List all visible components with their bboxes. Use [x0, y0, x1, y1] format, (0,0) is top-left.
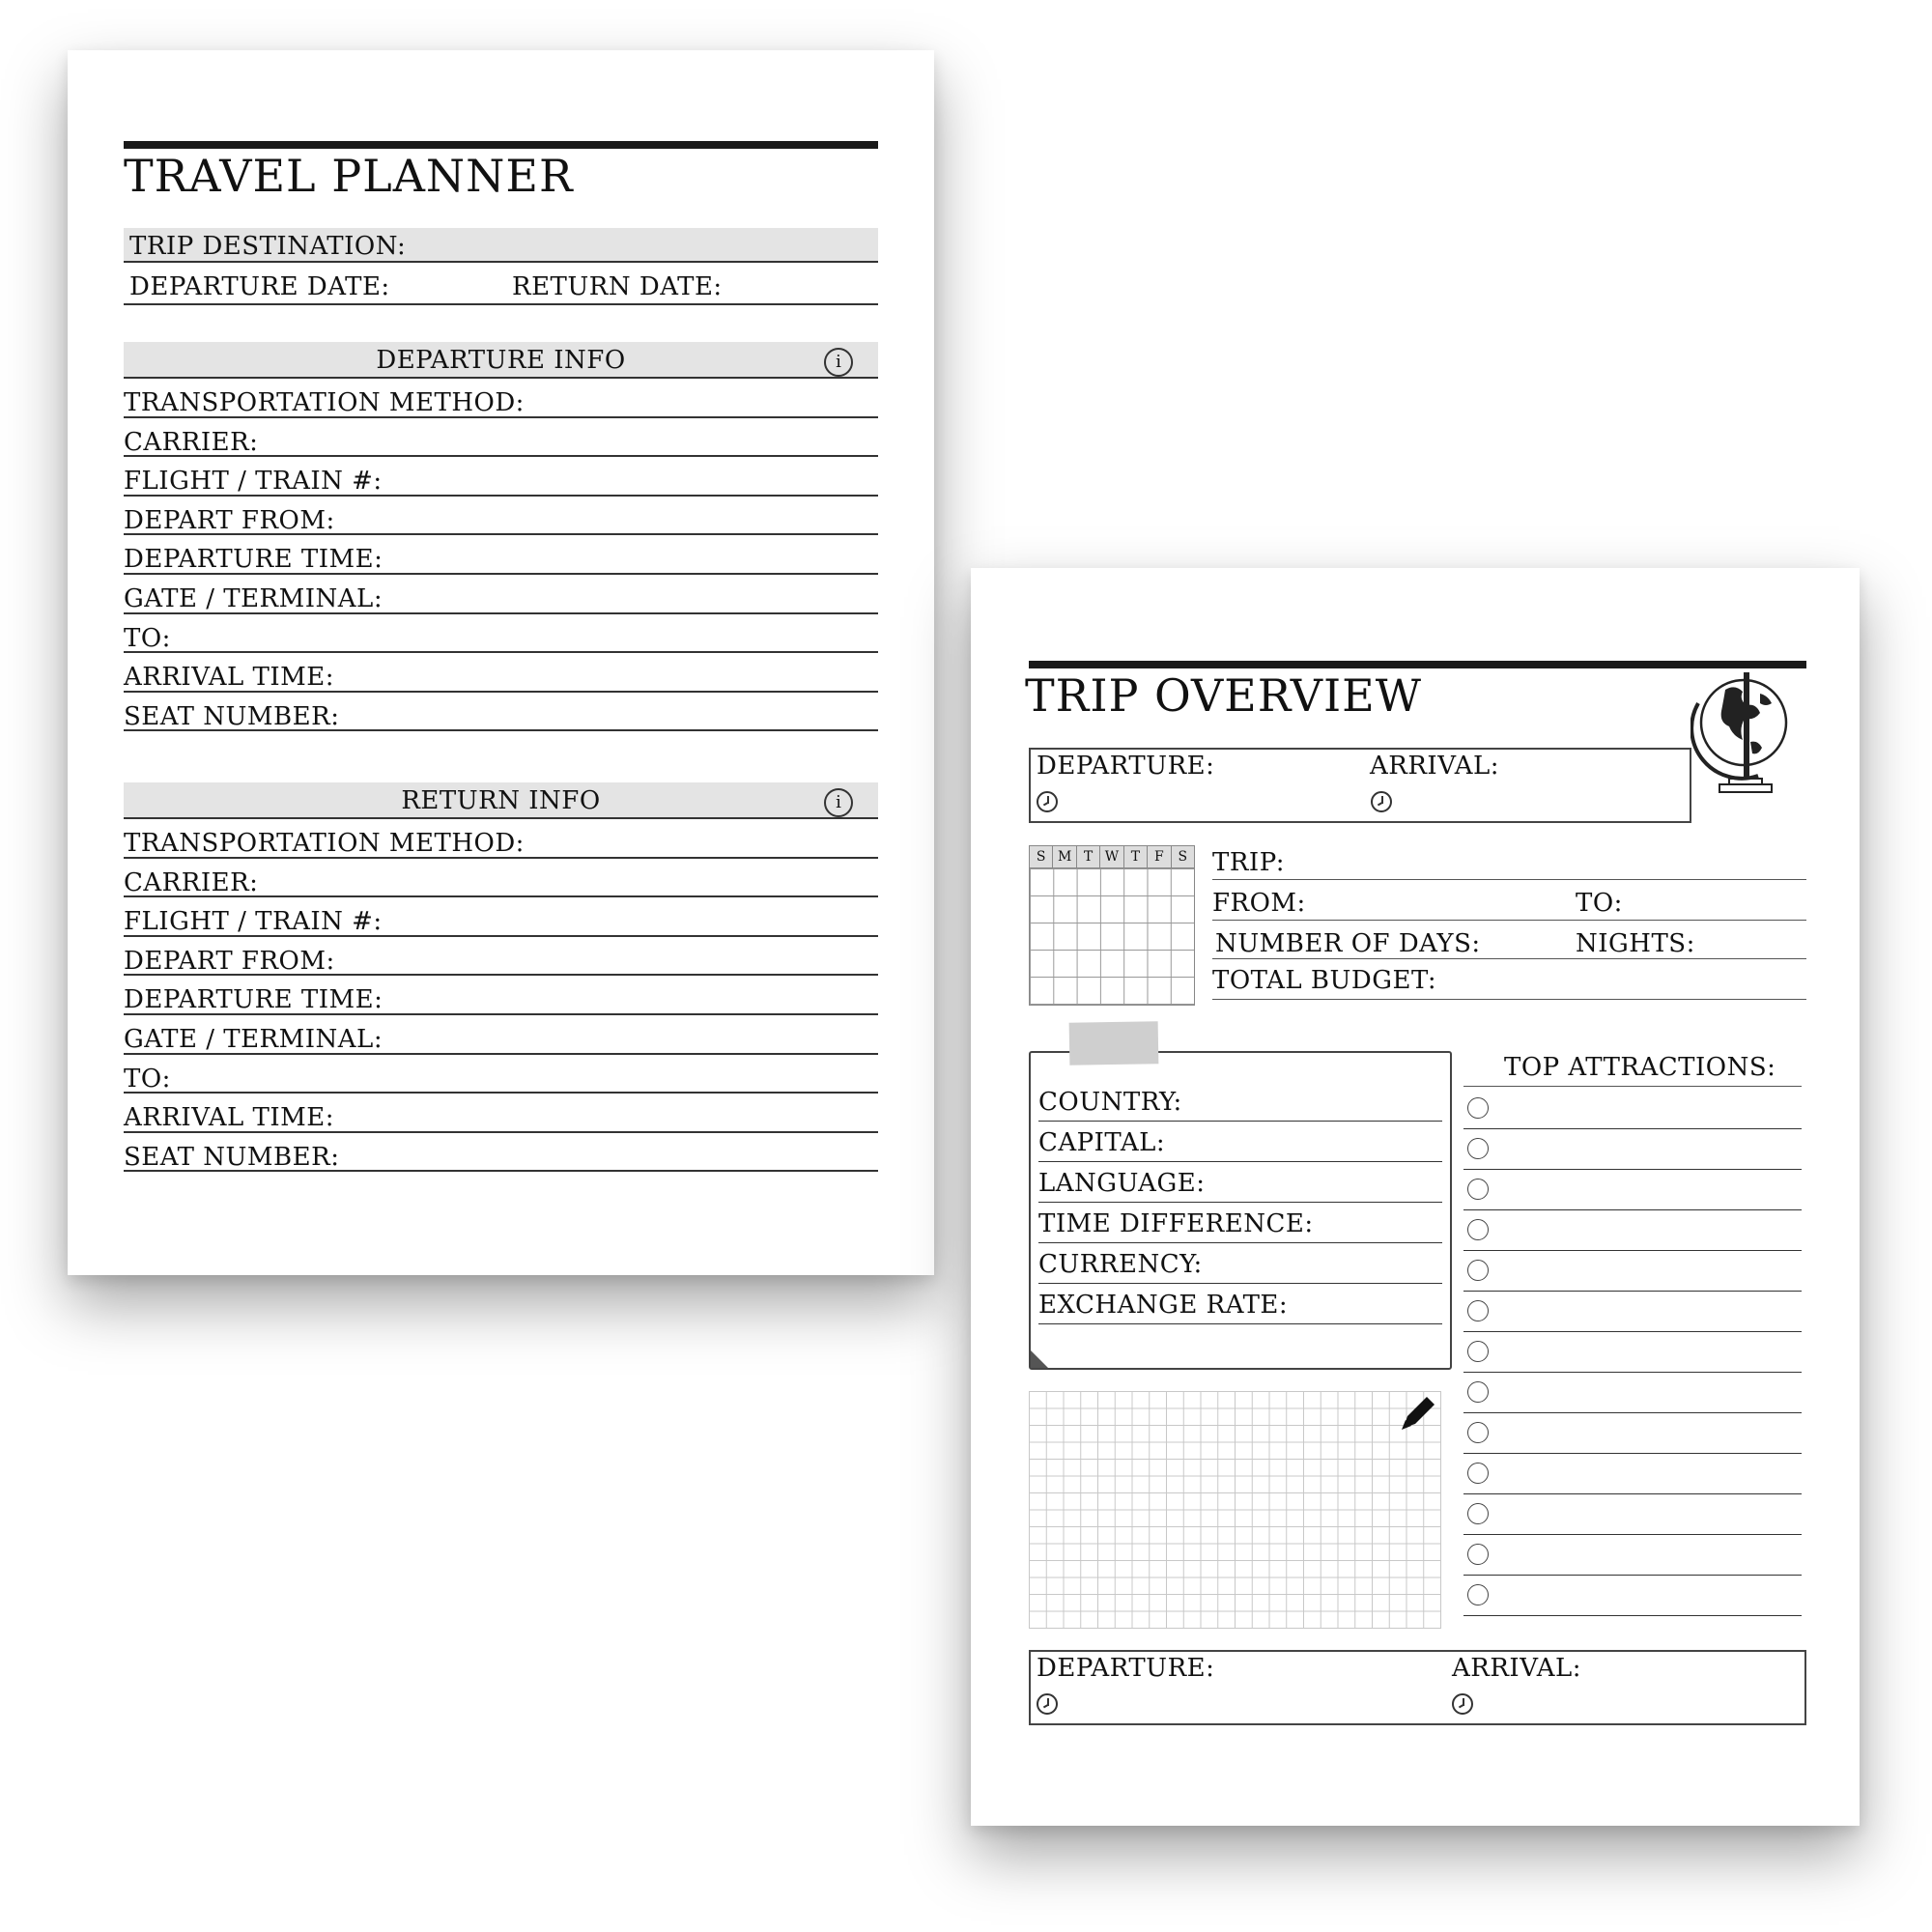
field-row: [124, 859, 878, 898]
departure-label: DEPARTURE:: [1037, 752, 1215, 781]
weekday-label: W: [1100, 846, 1123, 867]
note-row: [1038, 1080, 1442, 1122]
field-row: [124, 457, 878, 497]
checkbox-circle-icon[interactable]: [1467, 1584, 1489, 1605]
tape-decoration: [1069, 1021, 1159, 1065]
field-label: DEPART FROM:: [124, 505, 335, 535]
title-bar: [124, 141, 878, 149]
field-row: [124, 1133, 878, 1173]
note-row: [1038, 1121, 1442, 1162]
attraction-row[interactable]: [1463, 1169, 1802, 1210]
clock-icon: [1037, 1693, 1058, 1715]
departure-info-rows: [124, 379, 878, 731]
field-label: SEAT NUMBER:: [124, 1142, 340, 1172]
field-label: TRANSPORTATION METHOD:: [124, 388, 525, 417]
field-label: SEAT NUMBER:: [124, 701, 340, 731]
from-label: FROM:: [1212, 889, 1306, 918]
return-info-rows: [124, 819, 878, 1172]
field-label: DEPARTURE TIME:: [124, 985, 384, 1015]
field-row: [124, 693, 878, 732]
note-row: [1038, 1242, 1442, 1284]
field-row: [124, 418, 878, 458]
attraction-row[interactable]: [1463, 1453, 1802, 1494]
checkbox-circle-icon[interactable]: [1467, 1097, 1489, 1119]
country-label: COUNTRY:: [1038, 1088, 1182, 1117]
field-label: FLIGHT / TRAIN #:: [124, 907, 383, 937]
field-row: [124, 614, 878, 654]
departure-info-title: DEPARTURE INFO: [376, 346, 626, 375]
weekday-label: M: [1053, 846, 1076, 867]
pen-icon: [1398, 1391, 1440, 1434]
field-row: [124, 497, 878, 536]
field-row: [124, 1015, 878, 1055]
info-icon: i: [824, 348, 853, 377]
field-row: [124, 535, 878, 575]
attraction-row[interactable]: [1463, 1291, 1802, 1332]
divider: [1463, 1086, 1802, 1087]
attraction-row[interactable]: [1463, 1088, 1802, 1129]
attraction-row[interactable]: [1463, 1209, 1802, 1251]
checkbox-circle-icon[interactable]: [1467, 1138, 1489, 1159]
field-label: TO:: [124, 1064, 171, 1094]
field-row: [124, 1055, 878, 1094]
to-label: TO:: [1576, 889, 1623, 918]
divider: [1212, 999, 1806, 1000]
page-title: TRAVEL PLANNER: [124, 150, 574, 202]
field-row: [124, 1094, 878, 1133]
total-budget-label: TOTAL BUDGET:: [1212, 966, 1437, 995]
field-row: [124, 897, 878, 937]
weekday-label: S: [1030, 846, 1053, 867]
checkbox-circle-icon[interactable]: [1467, 1341, 1489, 1362]
weekday-label: T: [1077, 846, 1100, 867]
calendar-weekday-header: [1030, 846, 1194, 868]
weekday-label: F: [1148, 846, 1171, 867]
travel-planner-page: [68, 50, 934, 1275]
field-label: CARRIER:: [124, 867, 259, 897]
top-attractions-heading: TOP ATTRACTIONS:: [1504, 1053, 1776, 1082]
return-info-title: RETURN INFO: [401, 786, 601, 815]
capital-label: CAPITAL:: [1038, 1128, 1166, 1157]
attraction-row[interactable]: [1463, 1493, 1802, 1535]
field-label: TRANSPORTATION METHOD:: [124, 829, 525, 858]
clock-icon: [1037, 791, 1058, 812]
checkbox-circle-icon[interactable]: [1467, 1503, 1489, 1524]
time-difference-label: TIME DIFFERENCE:: [1038, 1209, 1314, 1238]
field-row: [124, 575, 878, 614]
exchange-rate-label: EXCHANGE RATE:: [1038, 1291, 1289, 1320]
divider: [124, 303, 878, 305]
field-label: GATE / TERMINAL:: [124, 583, 384, 613]
currency-label: CURRENCY:: [1038, 1250, 1203, 1279]
field-label: CARRIER:: [124, 427, 259, 457]
checkbox-circle-icon[interactable]: [1467, 1300, 1489, 1321]
field-row: [124, 379, 878, 418]
language-label: LANGUAGE:: [1038, 1169, 1206, 1198]
trip-label: TRIP:: [1212, 848, 1286, 877]
return-date-label: RETURN DATE:: [512, 272, 723, 301]
divider: [124, 261, 878, 263]
departure-label: DEPARTURE:: [1037, 1654, 1215, 1683]
attraction-row[interactable]: [1463, 1412, 1802, 1454]
trip-destination-label: TRIP DESTINATION:: [129, 232, 407, 261]
field-row: [124, 976, 878, 1015]
field-label: FLIGHT / TRAIN #:: [124, 467, 383, 497]
arrival-label: ARRIVAL:: [1370, 752, 1500, 781]
clock-icon: [1452, 1693, 1473, 1715]
weekday-label: S: [1178, 849, 1188, 865]
weekday-label: T: [1124, 846, 1148, 867]
checkbox-circle-icon[interactable]: [1467, 1544, 1489, 1565]
divider: [1212, 958, 1806, 959]
calendar-grid: [1030, 868, 1194, 1005]
attraction-row[interactable]: [1463, 1575, 1802, 1616]
globe-icon: [1690, 665, 1802, 810]
nights-label: NIGHTS:: [1576, 929, 1695, 958]
note-row: [1038, 1161, 1442, 1203]
note-row: [1038, 1283, 1442, 1324]
field-row: [124, 937, 878, 977]
clock-icon: [1371, 791, 1392, 812]
checkbox-circle-icon[interactable]: [1467, 1381, 1489, 1403]
attraction-row[interactable]: [1463, 1331, 1802, 1373]
attraction-row[interactable]: [1463, 1250, 1802, 1292]
field-label: GATE / TERMINAL:: [124, 1024, 384, 1054]
notes-grid: [1029, 1391, 1441, 1629]
field-row: [124, 819, 878, 859]
field-label: ARRIVAL TIME:: [124, 663, 334, 693]
departure-date-label: DEPARTURE DATE:: [129, 272, 390, 301]
attraction-row[interactable]: [1463, 1534, 1802, 1576]
arrival-label: ARRIVAL:: [1452, 1654, 1582, 1683]
trip-overview-page: [971, 568, 1860, 1826]
page-curl-icon: [1029, 1349, 1050, 1370]
checkbox-circle-icon[interactable]: [1467, 1219, 1489, 1240]
info-icon: i: [824, 788, 853, 817]
field-label: TO:: [124, 623, 171, 653]
divider: [1212, 879, 1806, 880]
divider: [1212, 920, 1806, 921]
field-label: DEPARTURE TIME:: [124, 545, 384, 575]
field-row: [124, 653, 878, 693]
field-label: DEPART FROM:: [124, 946, 335, 976]
page-title: TRIP OVERVIEW: [1025, 669, 1423, 722]
mini-calendar: [1029, 845, 1195, 1006]
checkbox-circle-icon[interactable]: [1467, 1179, 1489, 1200]
attraction-row[interactable]: [1463, 1128, 1802, 1170]
checkbox-circle-icon[interactable]: [1467, 1422, 1489, 1443]
attraction-row[interactable]: [1463, 1372, 1802, 1413]
checkbox-circle-icon[interactable]: [1467, 1260, 1489, 1281]
field-label: ARRIVAL TIME:: [124, 1103, 334, 1133]
number-of-days-label: NUMBER OF DAYS:: [1215, 929, 1481, 958]
note-row: [1038, 1202, 1442, 1243]
checkbox-circle-icon[interactable]: [1467, 1463, 1489, 1484]
